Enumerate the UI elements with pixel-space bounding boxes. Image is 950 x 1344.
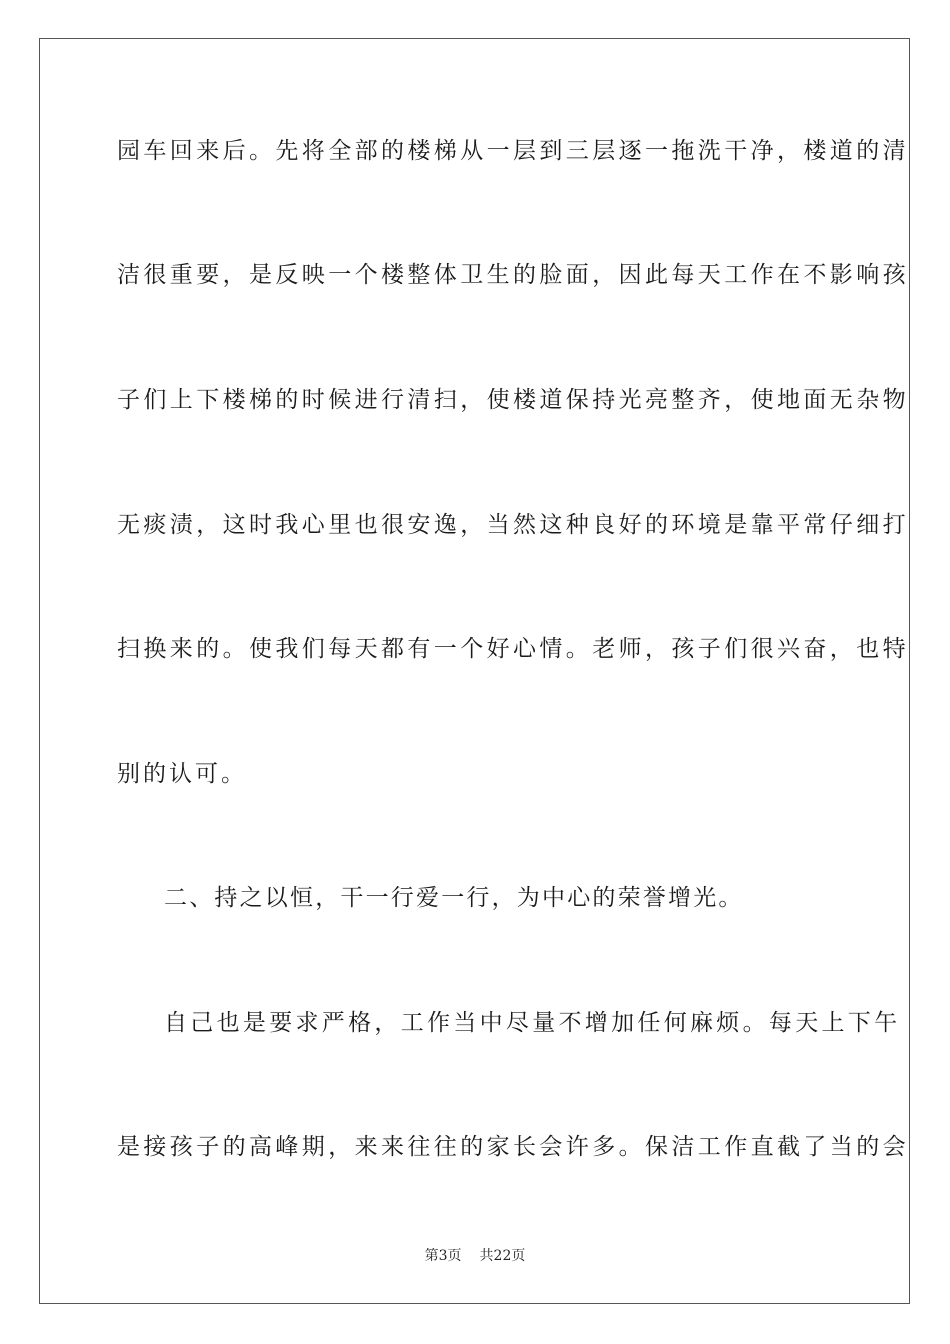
- body-text-line: 是接孩子的高峰期，来来往往的家长会许多。保洁工作直截了当的会: [117, 1134, 909, 1160]
- body-text-line: 洁很重要，是反映一个楼整体卫生的脸面，因此每天工作在不影响孩: [117, 262, 909, 288]
- page-number: 第3页: [424, 1248, 462, 1264]
- page-footer: [0, 1246, 950, 1266]
- body-text-line: 扫换来的。使我们每天都有一个好心情。老师，孩子们很兴奋，也特: [117, 636, 909, 662]
- body-text-line: 园车回来后。先将全部的楼梯从一层到三层逐一拖洗干净，楼道的清: [117, 138, 909, 164]
- section-heading: 二、持之以恒，干一行爱一行，为中心的荣誉增光。: [164, 885, 744, 911]
- body-text-line: 无痰渍，这时我心里也很安逸，当然这种良好的环境是靠平常仔细打: [117, 512, 909, 538]
- page-total: 共22页: [479, 1248, 526, 1264]
- body-text-line: 子们上下楼梯的时候进行清扫，使楼道保持光亮整齐，使地面无杂物: [117, 387, 909, 413]
- body-text-line: 别的认可。: [117, 761, 247, 787]
- body-text-line: 自己也是要求严格，工作当中尽量不增加任何麻烦。每天上下午: [164, 1010, 901, 1036]
- page-border: [39, 38, 910, 1304]
